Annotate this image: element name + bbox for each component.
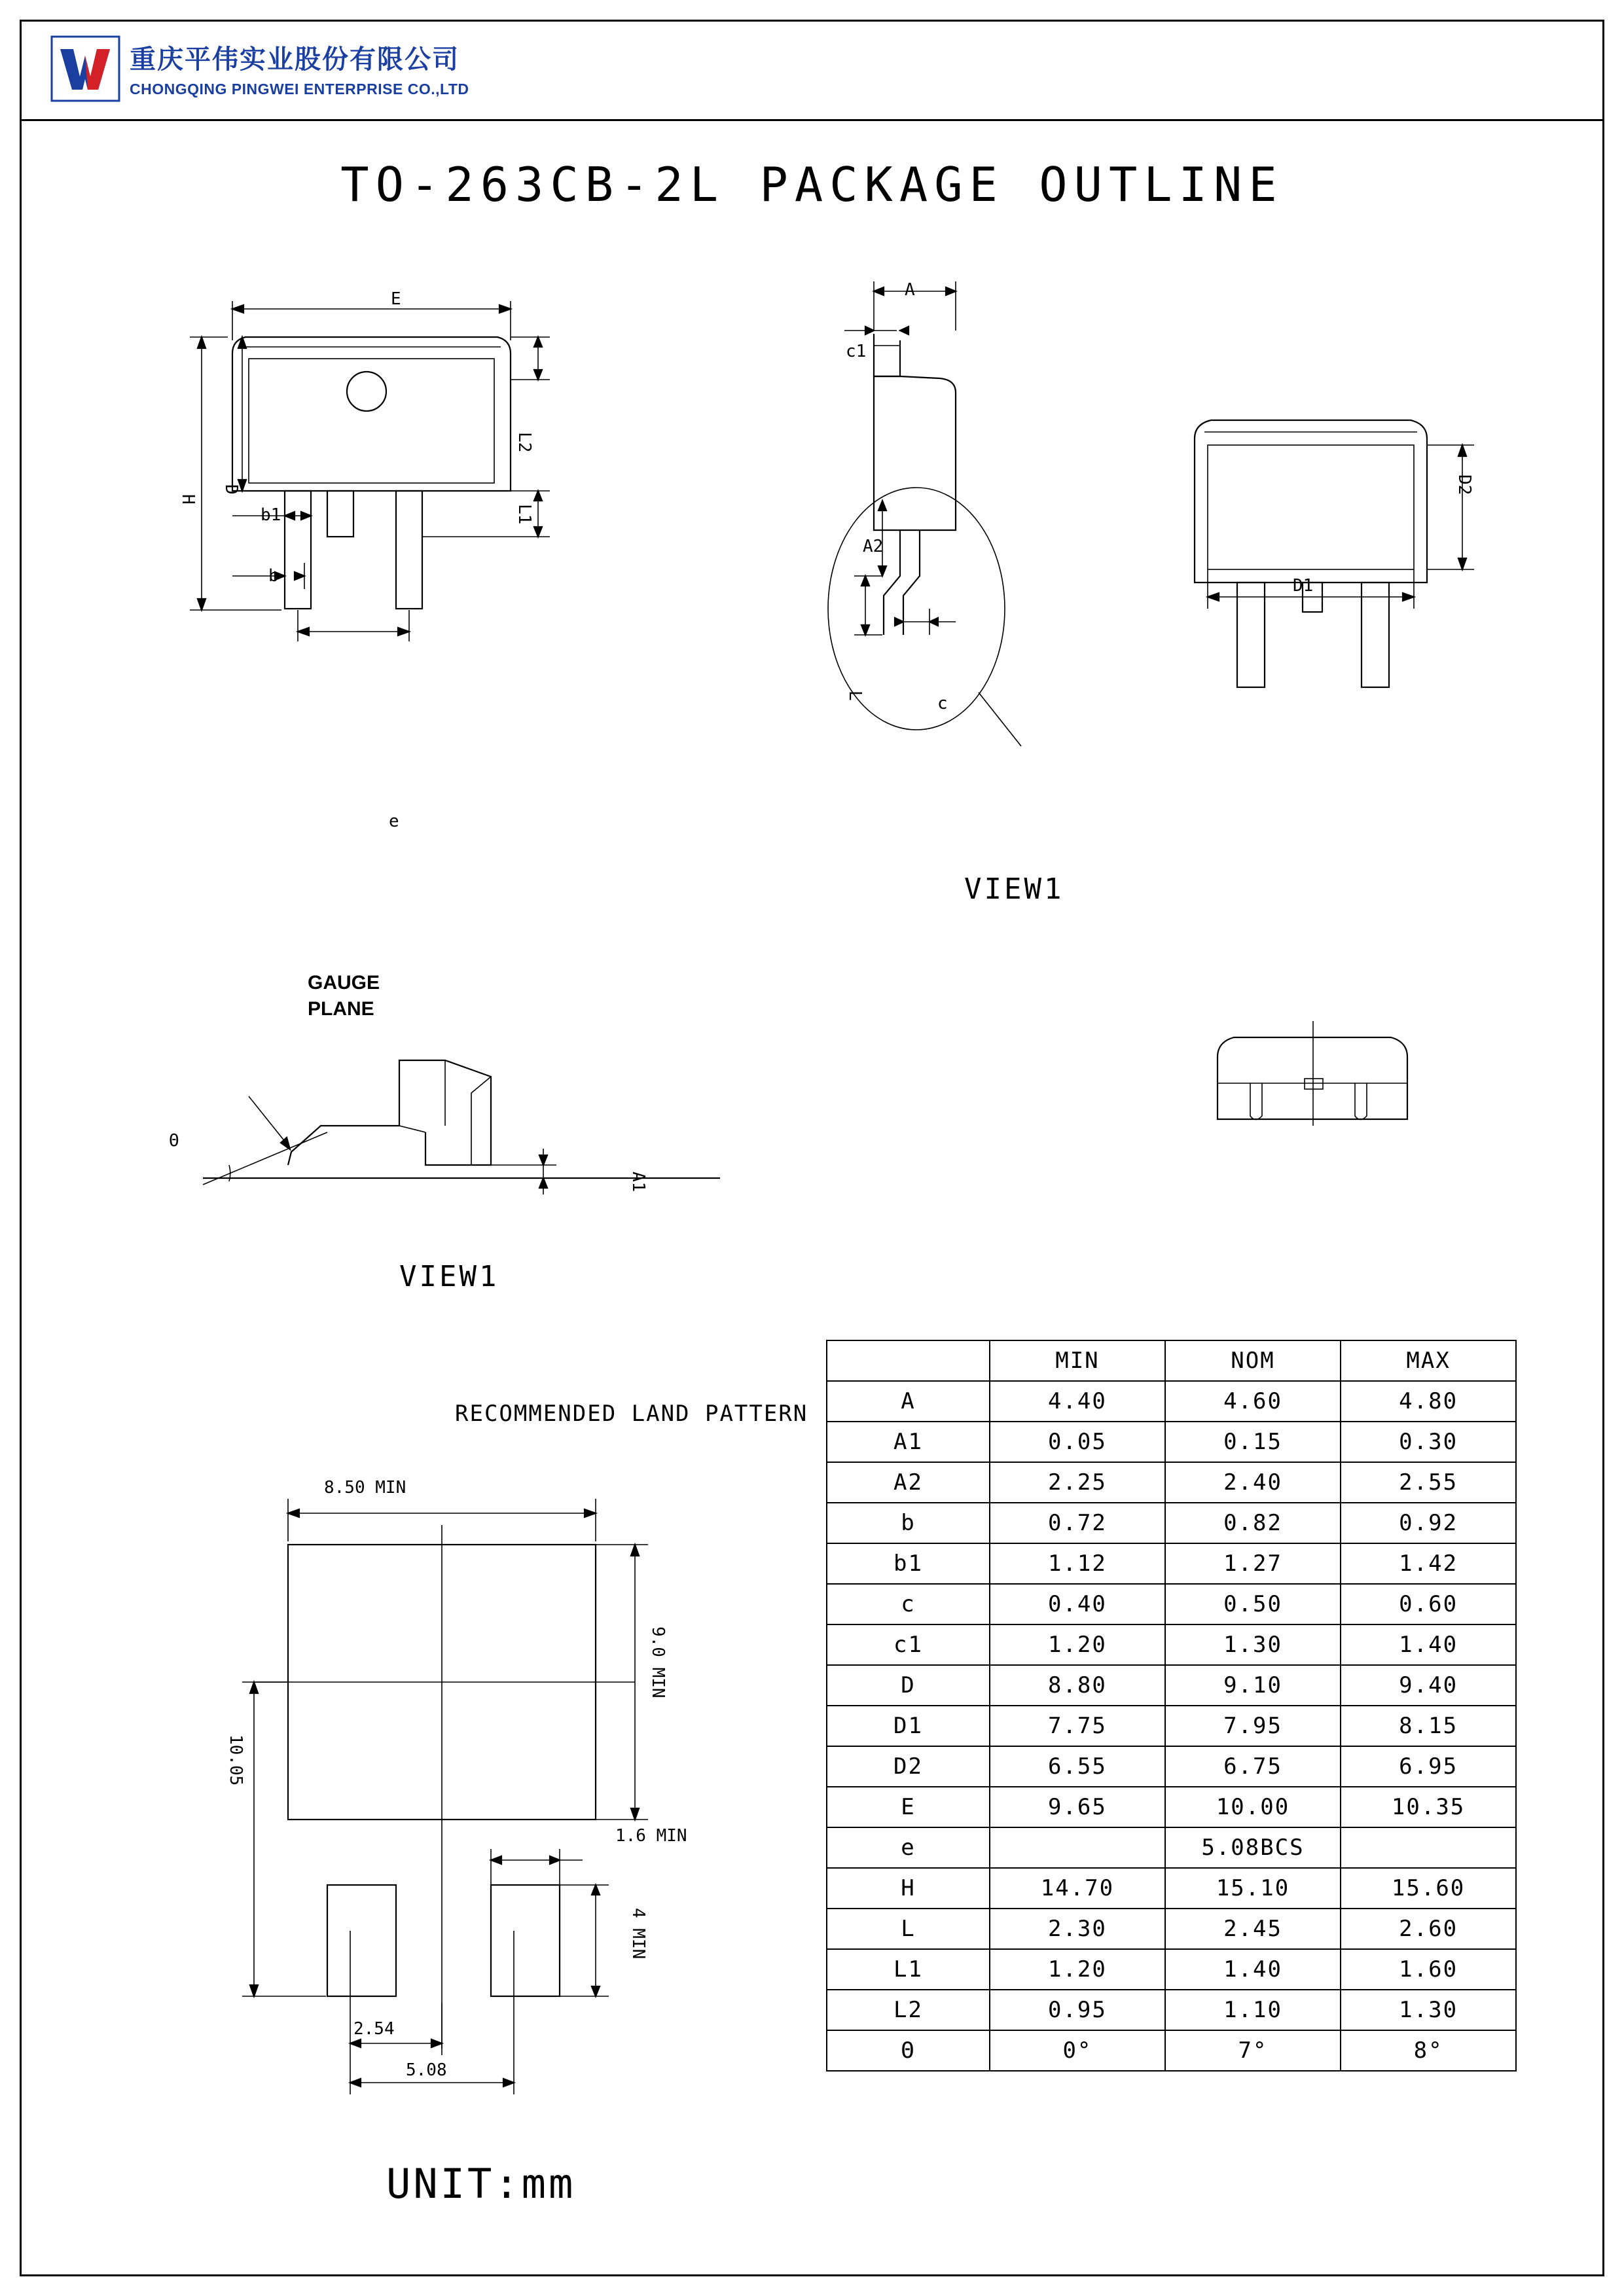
dim-label-A2: A2 <box>863 537 884 556</box>
cell-min: 0° <box>990 2030 1165 2071</box>
dim-label-L1: L1 <box>514 504 534 525</box>
land-dim-pitch-2: 5.08 <box>406 2060 447 2080</box>
cell-nom: 0.15 <box>1165 1422 1341 1462</box>
cell-min: 2.25 <box>990 1462 1165 1503</box>
cell-nom: 9.10 <box>1165 1665 1341 1706</box>
land-pattern-title: RECOMMENDED LAND PATTERN <box>455 1401 808 1427</box>
dim-label-E: E <box>391 289 401 309</box>
cell-max: 4.80 <box>1341 1381 1516 1422</box>
cell-nom: 7.95 <box>1165 1706 1341 1746</box>
dim-label-b1: b1 <box>261 505 281 525</box>
view1-label-bottom: VIEW1 <box>399 1260 499 1293</box>
dim-label-b: b <box>268 566 279 586</box>
land-dim-pitch-1: 2.54 <box>353 2019 395 2039</box>
table-row <box>827 1787 1516 1827</box>
cell-nom: 2.45 <box>1165 1909 1341 1949</box>
table-row <box>827 1624 1516 1665</box>
cell-min <box>990 1827 1165 1868</box>
table-row <box>827 1868 1516 1909</box>
company-name-cn: 重庆平伟实业股份有限公司 <box>130 45 460 74</box>
table-row <box>827 2030 1516 2071</box>
cell-max: 1.60 <box>1341 1949 1516 1990</box>
cell-symbol: b <box>827 1503 990 1543</box>
cell-min: 9.65 <box>990 1787 1165 1827</box>
cell-nom: 5.08BCS <box>1165 1827 1341 1868</box>
cell-min: 2.30 <box>990 1909 1165 1949</box>
dim-label-D1: D1 <box>1293 576 1314 596</box>
table-row <box>827 1706 1516 1746</box>
cell-min: 6.55 <box>990 1746 1165 1787</box>
cell-symbol: c <box>827 1584 990 1624</box>
cell-nom: 2.40 <box>1165 1462 1341 1503</box>
table-row <box>827 1665 1516 1706</box>
table-row <box>827 1746 1516 1787</box>
cell-max: 2.55 <box>1341 1462 1516 1503</box>
cell-max: 0.60 <box>1341 1584 1516 1624</box>
gauge-plane-label-line2: PLANE <box>308 998 374 1020</box>
cell-symbol: L <box>827 1909 990 1949</box>
cell-min: 0.05 <box>990 1422 1165 1462</box>
cell-symbol: D <box>827 1665 990 1706</box>
cell-min: 0.72 <box>990 1503 1165 1543</box>
view1-detail-drawing <box>164 969 740 1244</box>
cell-min: 14.70 <box>990 1868 1165 1909</box>
table-row <box>827 1584 1516 1624</box>
cell-min: 0.95 <box>990 1990 1165 2030</box>
table-row <box>827 1503 1516 1543</box>
cell-nom: 1.27 <box>1165 1543 1341 1584</box>
dim-label-A: A <box>905 280 915 300</box>
cell-nom: 10.00 <box>1165 1787 1341 1827</box>
cell-max: 9.40 <box>1341 1665 1516 1706</box>
dim-label-L: L <box>845 691 865 701</box>
cell-symbol: E <box>827 1787 990 1827</box>
cell-nom: 4.60 <box>1165 1381 1341 1422</box>
table-row <box>827 1462 1516 1503</box>
cell-max: 0.30 <box>1341 1422 1516 1462</box>
cell-max: 1.30 <box>1341 1990 1516 2030</box>
bottom-view-drawing <box>1172 367 1499 733</box>
cell-max: 8.15 <box>1341 1706 1516 1746</box>
cell-max: 10.35 <box>1341 1787 1516 1827</box>
front-view-drawing <box>170 275 589 851</box>
unit-note: UNIT:mm <box>386 2160 576 2208</box>
table-row <box>827 1381 1516 1422</box>
cell-min: 1.20 <box>990 1949 1165 1990</box>
table-row <box>827 1909 1516 1949</box>
cell-nom: 1.10 <box>1165 1990 1341 2030</box>
cell-nom: 15.10 <box>1165 1868 1341 1909</box>
view1-label-top: VIEW1 <box>964 872 1064 906</box>
cell-max: 0.92 <box>1341 1503 1516 1543</box>
cell-symbol: c1 <box>827 1624 990 1665</box>
cell-nom: 0.82 <box>1165 1503 1341 1543</box>
page-title: TO-263CB-2L PACKAGE OUTLINE <box>340 157 1284 212</box>
end-view-drawing <box>1204 995 1434 1165</box>
land-dim-height: 9.0 MIN <box>648 1626 668 1698</box>
table-row <box>827 1543 1516 1584</box>
table-header-min: MIN <box>990 1340 1165 1381</box>
cell-nom: 1.40 <box>1165 1949 1341 1990</box>
cell-min: 1.12 <box>990 1543 1165 1584</box>
cell-nom: 0.50 <box>1165 1584 1341 1624</box>
cell-min: 8.80 <box>990 1665 1165 1706</box>
cell-symbol: D2 <box>827 1746 990 1787</box>
cell-min: 7.75 <box>990 1706 1165 1746</box>
cell-min: 4.40 <box>990 1381 1165 1422</box>
cell-symbol: D1 <box>827 1706 990 1746</box>
cell-symbol: H <box>827 1868 990 1909</box>
cell-symbol: e <box>827 1827 990 1868</box>
dim-label-D: D <box>221 484 241 495</box>
land-dim-total-height: 10.05 <box>226 1734 245 1786</box>
table-row <box>827 1422 1516 1462</box>
cell-max: 15.60 <box>1341 1868 1516 1909</box>
cell-max: 2.60 <box>1341 1909 1516 1949</box>
dimension-table <box>826 1340 1517 2072</box>
cell-nom: 7° <box>1165 2030 1341 2071</box>
cell-symbol: A2 <box>827 1462 990 1503</box>
land-dim-pad-width: 1.6 MIN <box>615 1826 687 1846</box>
cell-nom: 1.30 <box>1165 1624 1341 1665</box>
land-dim-width: 8.50 MIN <box>324 1478 406 1498</box>
table-header-max: MAX <box>1341 1340 1516 1381</box>
gauge-plane-label-line1: GAUGE <box>308 972 380 994</box>
dim-label-L2: L2 <box>514 432 534 453</box>
table-row <box>827 1827 1516 1868</box>
cell-max: 1.40 <box>1341 1624 1516 1665</box>
cell-symbol: L1 <box>827 1949 990 1990</box>
cell-symbol: b1 <box>827 1543 990 1584</box>
dim-label-A1: A1 <box>628 1172 648 1193</box>
cell-symbol: Θ <box>827 2030 990 2071</box>
land-pattern-drawing <box>216 1486 766 2108</box>
dim-label-e: e <box>389 812 399 831</box>
cell-min: 1.20 <box>990 1624 1165 1665</box>
table-row <box>827 1949 1516 1990</box>
cell-symbol: A <box>827 1381 990 1422</box>
company-name-en: CHONGQING PINGWEI ENTERPRISE CO.,LTD <box>130 81 469 98</box>
table-row <box>827 1990 1516 2030</box>
dim-label-theta: Θ <box>169 1131 179 1151</box>
dim-label-D2: D2 <box>1454 475 1474 495</box>
dim-label-c: c <box>937 694 948 713</box>
cell-min: 0.40 <box>990 1584 1165 1624</box>
company-logo-icon <box>51 36 120 101</box>
table-header-symbol <box>827 1340 990 1381</box>
cell-max: 6.95 <box>1341 1746 1516 1787</box>
dim-label-c1: c1 <box>846 342 867 361</box>
land-dim-pad-height: 4 MIN <box>628 1908 648 1960</box>
cell-max: 1.42 <box>1341 1543 1516 1584</box>
cell-max <box>1341 1827 1516 1868</box>
cell-symbol: A1 <box>827 1422 990 1462</box>
dim-label-H: H <box>178 494 198 505</box>
cell-nom: 6.75 <box>1165 1746 1341 1787</box>
cell-max: 8° <box>1341 2030 1516 2071</box>
table-header-nom: NOM <box>1165 1340 1341 1381</box>
table-header-row <box>827 1340 1516 1381</box>
document-header <box>22 22 1602 121</box>
cell-symbol: L2 <box>827 1990 990 2030</box>
